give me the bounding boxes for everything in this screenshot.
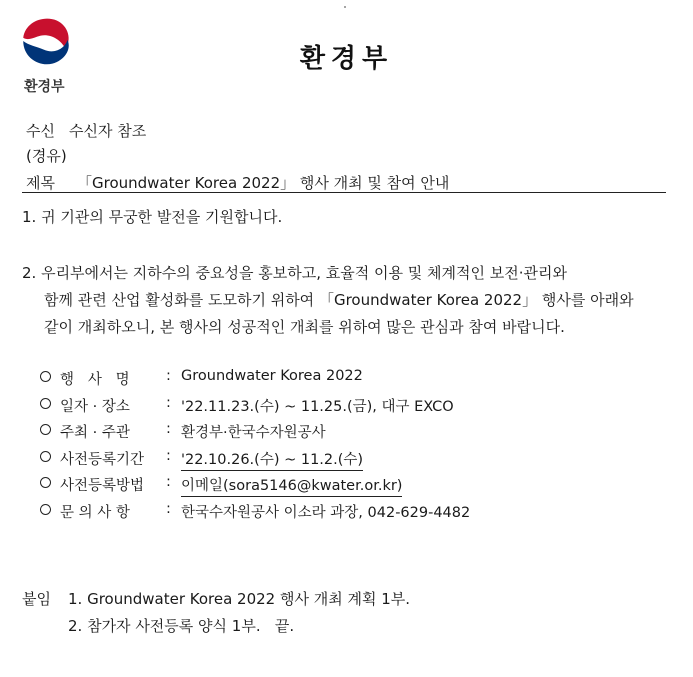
detail-key: 행 사 명 (60, 372, 130, 388)
detail-value: 한국수자원공사 이소라 과장, 042-629-4482 (181, 504, 471, 521)
circle-bullet-icon (40, 504, 51, 515)
detail-key: 사전등록기간 (60, 451, 145, 468)
via-line (26, 145, 67, 166)
detail-value: '22.10.26.(수) ~ 11.2.(수) (181, 448, 363, 471)
detail-value: 이메일(sora5146@kwater.or.kr) (181, 474, 402, 497)
detail-key: 일자 · 장소 (60, 398, 130, 415)
circle-bullet-icon (40, 398, 51, 409)
detail-value: '22.11.23.(수) ~ 11.25.(금), 대구 EXCO (181, 398, 454, 415)
circle-bullet-icon (40, 371, 51, 382)
subject-value: 「Groundwater Korea 2022」 행사 개최 및 참여 안내 (76, 174, 450, 192)
detail-value: 환경부·한국수자원공사 (181, 425, 326, 441)
recipient-value: 수신자 참조 (68, 122, 147, 140)
header-divider (22, 192, 666, 193)
top-dot (344, 6, 346, 8)
detail-value: Groundwater Korea 2022 (181, 368, 363, 384)
detail-key: 문 의 사 항 (60, 504, 130, 521)
paragraph-1: 1. 귀 기관의 무궁한 발전을 기원합니다. (22, 208, 283, 226)
subject-line (26, 172, 449, 193)
detail-key: 사전등록방법 (60, 478, 145, 494)
document-title: 환경부 (299, 44, 394, 74)
paragraph-2-line-2: 함께 관련 산업 활성화를 도모하기 위하여 「Groundwater Korea 2022」 행사를 아래와 (44, 291, 634, 309)
attachments-label: 붙임 (22, 590, 51, 608)
detail-colon: : (166, 500, 171, 517)
detail-key: 주최 · 주관 (60, 425, 130, 441)
attachment-item-2: 2. 참가자 사전등록 양식 1부. 끝. (68, 617, 295, 635)
detail-colon: : (166, 474, 171, 490)
recipient-label: 수신 (26, 122, 55, 140)
paragraph-2 (22, 260, 672, 341)
recipient-line (26, 120, 146, 141)
circle-bullet-icon (40, 477, 51, 488)
circle-bullet-icon (40, 424, 51, 435)
paragraph-2-line-1: 2. 우리부에서는 지하수의 중요성을 홍보하고, 효율적 이용 및 체계적인 보전·관리와 (22, 264, 567, 282)
attachment-item-1: 1. Groundwater Korea 2022 행사 개최 계획 1부. (68, 590, 411, 608)
subject-label: 제목 (26, 174, 55, 192)
detail-colon: : (166, 368, 171, 384)
via-label: (경유) (26, 147, 67, 165)
detail-colon: : (166, 421, 171, 437)
logo-text: 환경부 (24, 79, 65, 95)
detail-colon: : (166, 394, 171, 411)
circle-bullet-icon (40, 451, 51, 462)
paragraph-2-line-3: 같이 개최하오니, 본 행사의 성공적인 개최를 위하여 많은 관심과 참여 바랍니다. (44, 318, 565, 336)
detail-colon: : (166, 447, 171, 464)
